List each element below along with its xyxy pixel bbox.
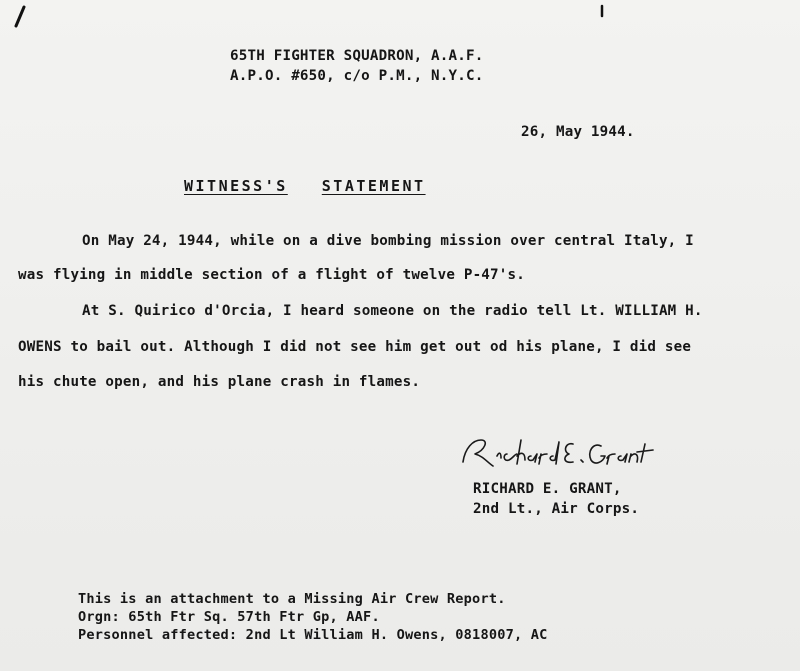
paragraph-1-line-1: On May 24, 1944, while on a dive bombing mission over central Italy, I [82,233,694,249]
paragraph-2-line-3: his chute open, and his plane crash in flames. [18,374,421,390]
header-squadron: 65TH FIGHTER SQUADRON, A.A.F. [230,48,484,64]
header-address: A.P.O. #650, c/o P.M., N.Y.C. [230,68,484,84]
organization-line: Orgn: 65th Ftr Sq. 57th Ftr Gp, AAF. [78,609,380,625]
ink-mark-top-right [598,4,606,20]
signatory-name: RICHARD E. GRANT, [473,481,622,497]
paragraph-2-line-1: At S. Quirico d'Orcia, I heard someone on the radio tell Lt. WILLIAM H. [82,303,703,319]
title-word-statement: STATEMENT [321,177,426,195]
title-word-witness: WITNESS'S [184,177,288,195]
paragraph-2-line-2: OWENS to bail out. Although I did not see him get out od his plane, I did see [18,339,692,355]
signatory-rank: 2nd Lt., Air Corps. [473,501,640,517]
document-title [184,177,426,195]
statement-date: 26, May 1944. [521,124,635,140]
handwritten-signature [455,430,685,475]
ink-mark-top-left [10,4,30,30]
paragraph-1-line-2: was flying in middle section of a flight of twelve P-47's. [18,267,526,283]
attachment-note: This is an attachment to a Missing Air Crew Report. [78,591,506,607]
personnel-line: Personnel affected: 2nd Lt William H. Owens, 0818007, AC [78,627,548,643]
